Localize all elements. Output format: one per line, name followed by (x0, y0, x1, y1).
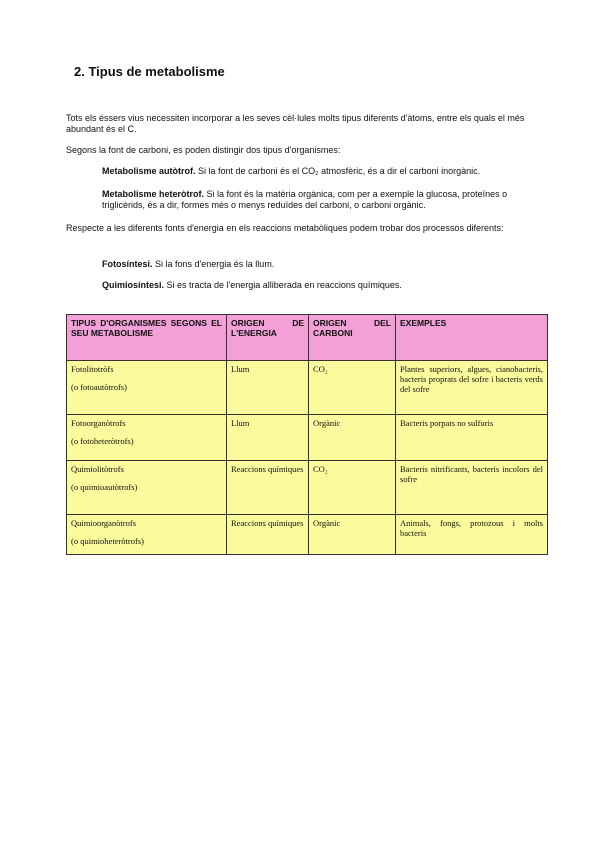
organism-type-alias: (o fotoheteròtrofs) (71, 436, 134, 446)
table-row (67, 361, 548, 415)
header-examples: EXEMPLES (396, 315, 548, 361)
cell-examples: Plantes superiors, algues, cianobacteris, bacteris proprats del sofre i bacteris verds del sofre (396, 361, 548, 415)
organism-type-name: Fotoorganòtrofs (71, 418, 126, 428)
cell-energy: Llum (227, 415, 309, 461)
fotosintesi-text: Si la fons d'energia és la llum. (155, 259, 275, 269)
cell-examples: Bacteris nitrificants, bacteris incolors del sofre (396, 461, 548, 515)
header-energy-origin: ORIGEN DE L'ENERGIA (227, 315, 309, 361)
organism-type-alias: (o quimioheteròtrofs) (71, 536, 144, 546)
cell-organism-type (67, 515, 227, 555)
header-carbon-origin: ORIGEN DEL CARBONI (309, 315, 396, 361)
energy-source-paragraph: Respecte a les diferents fonts d'energia en els reaccions metabòliques podem trobar dos processos diferents: (66, 223, 504, 233)
organism-type-alias: (o fotoautòtrofs) (71, 382, 127, 392)
fotosintesi-paragraph (102, 259, 546, 270)
heterotrof-term: Metabolisme heteròtrof. (102, 189, 205, 199)
section-title: 2. Tipus de metabolisme (74, 64, 225, 79)
cell-carbon: CO₂ (309, 461, 396, 515)
table-row (67, 461, 548, 515)
cell-examples: Animals, fongs, protozous i molts bacteris (396, 515, 548, 555)
organism-type-name: Quimioorganòtrofs (71, 518, 137, 528)
quimiosintesi-text: Si es tracta de l'energia alliberada en reaccions químiques. (166, 280, 402, 290)
heterotrof-paragraph (102, 189, 546, 211)
intro-paragraph: Tots els éssers vius necessiten incorporar a les seves cèl·lules molts tipus diferents d'àtoms, entre els quals el més abundant és el C. (66, 113, 525, 134)
cell-organism-type (67, 415, 227, 461)
cell-energy: Llum (227, 361, 309, 415)
autotrof-term: Metabolisme autòtrof. (102, 166, 196, 176)
cell-organism-type (67, 361, 227, 415)
metabolism-table (66, 314, 548, 555)
cell-examples: Bacteris porpats no sulfuris (396, 415, 548, 461)
fotosintesi-term: Fotosíntesi. (102, 259, 153, 269)
cell-carbon: Orgànic (309, 415, 396, 461)
table-header-row (67, 315, 548, 361)
table-row (67, 415, 548, 461)
cell-energy: Reaccions químiques (227, 515, 309, 555)
organism-type-name: Quimiolitòtrofs (71, 464, 124, 474)
table-row (67, 515, 548, 555)
cell-organism-type (67, 461, 227, 515)
organism-type-alias: (o quimioautòtrofs) (71, 482, 138, 492)
cell-energy: Reaccions químiques (227, 461, 309, 515)
autotrof-text: Si la font de carboni és el CO₂ atmosfèric, és a dir el carboni inorgànic. (198, 166, 481, 176)
header-organism-type: TIPUS D'ORGANISMES SEGONS EL SEU METABOLISME (67, 315, 227, 361)
cell-carbon: CO₂ (309, 361, 396, 415)
carbon-source-paragraph: Segons la font de carboni, es poden distingir dos tipus d'organismes: (66, 145, 341, 155)
heterotrof-text: Si la font és la matèria orgànica, com per a exemple la glucosa, proteïnes o triglicèrids, és a dir, formes més o menys reduïdes del carboni, o carboni orgànic. (102, 189, 508, 210)
quimiosintesi-paragraph (102, 280, 546, 291)
autotrof-paragraph (102, 166, 546, 177)
organism-type-name: Fotolitotròfs (71, 364, 114, 374)
cell-carbon: Orgànic (309, 515, 396, 555)
quimiosintesi-term: Quimiosíntesi. (102, 280, 165, 290)
